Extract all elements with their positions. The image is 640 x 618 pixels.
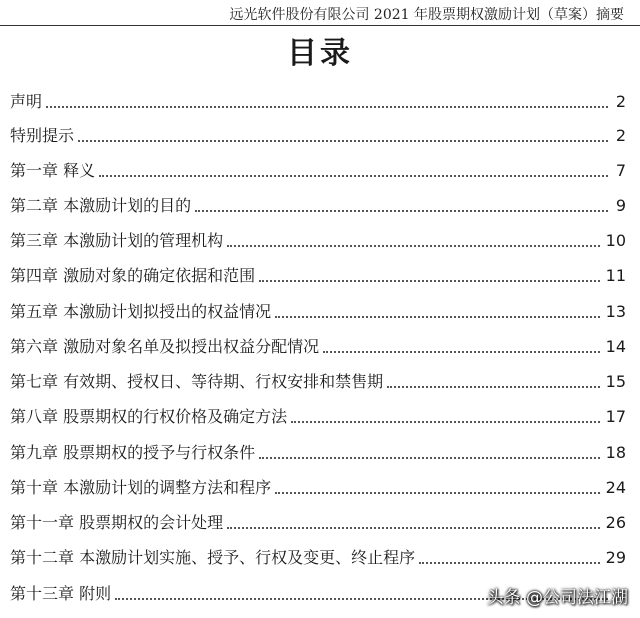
toc-entry-page: 15 [605, 372, 626, 391]
dot-leader [195, 210, 608, 212]
toc-entry-label: 第三章 本激励计划的管理机构 [10, 231, 224, 250]
dot-leader [227, 245, 600, 247]
dot-leader [419, 562, 600, 564]
toc-entry-label: 第五章 本激励计划拟授出的权益情况 [10, 302, 272, 321]
toc-entry-label: 第十章 本激励计划的调整方法和程序 [10, 478, 272, 497]
dot-leader [291, 421, 600, 423]
toc-entry[interactable] [10, 300, 626, 322]
dot-leader [227, 527, 600, 529]
toc-entry-page: 9 [615, 196, 626, 215]
toc-entry-page: 7 [615, 161, 626, 180]
toc-entry-label: 第九章 股票期权的授予与行权条件 [10, 443, 256, 462]
toc-entry[interactable] [10, 370, 626, 392]
toc-entry-label: 第四章 激励对象的确定依据和范围 [10, 266, 256, 285]
toc-entry-page: 2 [615, 92, 626, 111]
watermark: 头条 @公司法江湖 [486, 588, 628, 608]
dot-leader [78, 140, 608, 142]
dot-leader [259, 457, 600, 459]
dot-leader [323, 351, 600, 353]
toc-entry[interactable] [10, 441, 626, 463]
toc-entry[interactable] [10, 90, 626, 112]
dot-leader [275, 492, 600, 494]
toc-entry-label: 第一章 释义 [10, 161, 96, 180]
header-divider [0, 25, 640, 26]
toc-entry-page: 29 [605, 548, 626, 567]
toc-entry-page: 17 [605, 407, 626, 426]
toc-entry[interactable] [10, 159, 626, 181]
toc-entry[interactable] [10, 229, 626, 251]
toc-entry-page: 2 [615, 126, 626, 145]
toc-entry-label: 第十三章 附则 [10, 584, 112, 603]
toc-entry[interactable] [10, 476, 626, 498]
toc-entry-label: 第十一章 股票期权的会计处理 [10, 513, 224, 532]
toc-entry[interactable] [10, 546, 626, 568]
toc-entry-page: 11 [605, 266, 626, 285]
toc-entry-page: 18 [605, 443, 626, 462]
dot-leader [275, 316, 600, 318]
toc-entry-label: 第十二章 本激励计划实施、授予、行权及变更、终止程序 [10, 548, 416, 567]
toc-entry[interactable] [10, 335, 626, 357]
toc-entry[interactable] [10, 511, 626, 533]
toc-entry-page: 14 [605, 337, 626, 356]
toc-entry-page: 24 [605, 478, 626, 497]
page-header [0, 0, 640, 28]
toc-entry-page: 13 [605, 302, 626, 321]
toc-entry[interactable] [10, 405, 626, 427]
toc-entry[interactable] [10, 264, 626, 286]
toc-entry-page: 26 [605, 513, 626, 532]
toc-entry-label: 第六章 激励对象名单及拟授出权益分配情况 [10, 337, 320, 356]
toc-title: 目录 [287, 36, 353, 71]
toc-entry-label: 声明 [10, 92, 43, 111]
dot-leader [259, 280, 600, 282]
toc-entry-label: 第八章 股票期权的行权价格及确定方法 [10, 407, 288, 426]
document-header-title: 远光软件股份有限公司 2021 年股票期权激励计划（草案）摘要 [229, 7, 624, 23]
dot-leader [46, 106, 608, 108]
toc-entry[interactable] [10, 124, 626, 146]
toc-entry-label: 特别提示 [10, 126, 75, 145]
toc-entry-page: 10 [605, 231, 626, 250]
toc-entry-label: 第二章 本激励计划的目的 [10, 196, 192, 215]
toc-entry-label: 第七章 有效期、授权日、等待期、行权安排和禁售期 [10, 372, 384, 391]
dot-leader [99, 175, 608, 177]
toc-entry[interactable] [10, 194, 626, 216]
dot-leader [387, 386, 600, 388]
